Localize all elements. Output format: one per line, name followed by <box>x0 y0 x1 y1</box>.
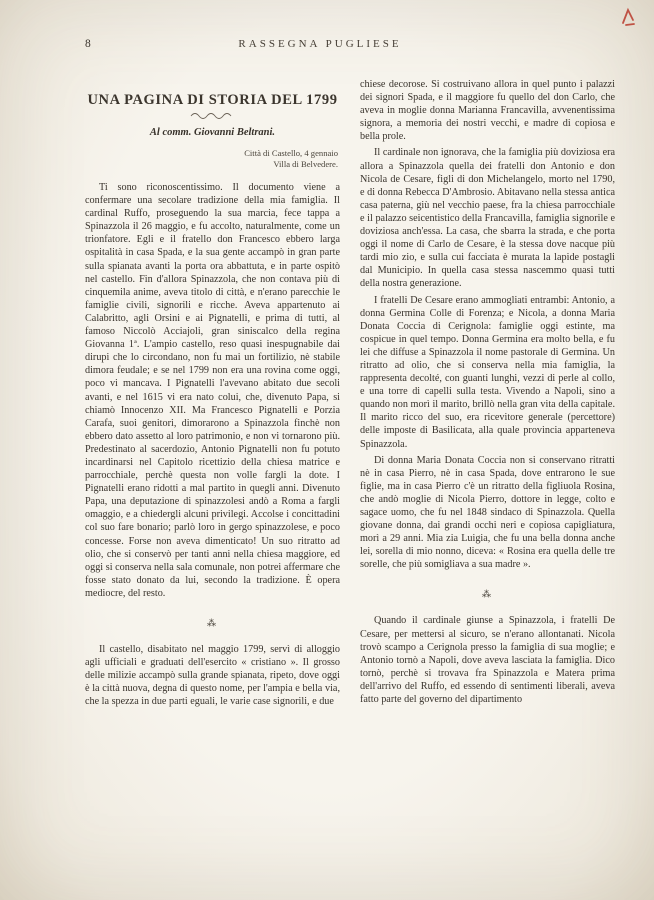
section-separator: ⁂ <box>207 618 218 628</box>
running-header <box>85 38 615 54</box>
red-ink-mark-icon <box>620 7 638 27</box>
title-flourish-icon <box>85 111 340 121</box>
article-body <box>85 78 615 711</box>
paragraph: Il cardinale non ignorava, che la famiglia più doviziosa era allora a Spinazzola quella dei fratelli don Antonio e don Nicola de Cesare, figli di don Michelangelo, morto nel 1790, e di donna Rebecca D'Ambrosio. Abitavano nella stessa antica casa paterna, giù nel vecchio paese, fra la chiesa parrocchiale e il palazzo seicentistico della Francavilla, famiglia signorile e doviziosa anch'essa. La casa, che sbarra la strada, e che porta oggi il nome di Carlo de Cesare, è la stessa dove nacque più tardi mio zio, e sulla cui facciata è murata la lapide postagli dal Municipio. In quella casa stessa nascemmo quasi tutti della nostra generazione. <box>360 147 615 290</box>
left-column <box>85 78 340 711</box>
journal-title: RASSEGNA PUGLIESE <box>238 38 402 50</box>
article-title: UNA PAGINA DI STORIA DEL 1799 <box>87 92 338 108</box>
right-column <box>360 78 615 711</box>
paragraph: Quando il cardinale giunse a Spinazzola, i fratelli De Cesare, per mettersi al sicuro, se n'erano allontanati. Nicola trovò scampo a Cerignola presso la famiglia di sua moglie; e Antonio tornò a Napoli, dove aveva lasciata la famiglia. Dico tornò, perchè si trovava fra Spinazzola e Matera prima dell'arrivo del Ruffo, ed essendo di sentimenti liberali, aveva fatto parte del governo del dipartimento <box>360 615 615 706</box>
paragraph: Il castello, disabitato nel maggio 1799, servì di alloggio agli ufficiali e graduati dell'esercito « cristiano ». Il grosso delle milizie accampò sulla grande spianata, ripeto, dove oggi è la città nuova, degna di questo nome, per l'ampia e bella via, che la spezza in due parti eguali, le varie case signorili, e due <box>85 644 340 708</box>
paragraph: Ti sono riconoscentissimo. Il documento viene a confermare una secolare tradizione della mia famiglia. Il cardinal Ruffo, proseguendo la sua marcia, fece tappa a Spinazzola il 26 maggio, e fu accolto, naturalmente, come un trionfatore. Egli e il fratello don Francesco ebbero larga ospitalità in casa Spada, e la sua gente accampò in gran parte sulla spianata avanti la porta ora abbattuta, e in parte ospitò nel castello. Fin d'allora Spinazzola, che non contava più di cinquemila anime, aveva titolo di città, e n'erano parecchie le famiglie civili, signorili e ricche. Aveva appartenuto ai Calabritto, agli Orsini e ai Pignatelli, e prima di tutti, al famoso Niccolò Acciajoli, gran siniscalco della regina Giovanna 1ª. L'ampio castello, reso quasi inespugnabile dai dirupi che lo circondano, non fu mai un fortilizio, nè stabile dimora feudale; e se nel 1799 non era una rovina come oggi, poco vi mancava. I Pignatelli l'avevano abitato due secoli avanti, e nel 1615 vi era nato colui, che, divenuto Papa, si chiamò Innocenzo XII. Ma Francesco Pignatelli e Porzia Carafa, suoi genitori, dimorarono a Spinazzola finchè non ebbero dato assetto al loro patrimonio, e non vi tornarono più. Predestinato al sacerdozio, Antonio Pignatelli non fu potuto incardinarsi nel Capitolo ricettizio della chiesa matrice e parrocchiale, perchè questa non volle fargli la dote. I Pignatelli erano ridotti a mal partito in quegli anni. Divenuto Papa, una deputazione di spinazzolesi andò a Roma a fargli omaggio, e a chiedergli alcuni privilegi. Accolse i concittadini col suo fare bonario; parlò loro in gergo spinazzolese, e poco concesse. Forse non aveva dimenticato! Un suo ritratto ad olio, che si conservò per tanti anni nella chiesa maggiore, ed oggi si conserva nella sala comunale, non potrei affermare che fosse stato donato da lui, secondo la tradizione. È opera mediocre, del resto. <box>85 182 340 599</box>
paragraph: I fratelli De Cesare erano ammogliati entrambi: Antonio, a donna Germina Colle di Forenza; e Nicola, a donna Maria Donata Coccia di Cerignola: famiglie oggi estinte, ma cospicue in quel tempo. Donna Germina era molto bella, e fu lei che diffuse a Spinazzola il nome pastorale di Germina. Un ritratto ad olio, che si conserva nella mia famiglia, la rappresenta decolté, con guanti lunghi, vezzi di perle al collo, e una torre di capelli sulla testa. Vivendo a Napoli, sino a quando non morì il marito, brillò nella gran vita della capitale. Il marito ricco del suo, era ricevitore generale (percettore) delle imposte di Basilicata, alla quale provincia apparteneva Spinazzola. <box>360 294 615 450</box>
dateline-villa: Villa di Belvedere. <box>273 158 338 169</box>
dedication-line: Al comm. Giovanni Beltrani. <box>149 127 276 138</box>
paragraph-continuation: chiese decorose. Si costruivano allora in quel punto i palazzi dei signori Spada, e il maggiore fu quello del don Carlo, che aveva in moglie donna Marianna Francavilla, avvenentissima signora, a memoria dei nostri vecchi, e madre di copiosa e bella prole. <box>360 79 615 143</box>
dateline <box>85 148 338 169</box>
page-number: 8 <box>85 38 91 50</box>
paragraph: Di donna Maria Donata Coccia non si conservano ritratti nè in casa Pierro, nè in casa Spada, dove entrarono le sue figlie, ma in casa Pierro c'è un ritratto della figliuola Rosina, che andò moglie di Nicola Pierro, dottore in legge, colto e sagace uomo, che fu nel 1848 sindaco di Spinazzola. Quella giovane donna, dai grandi occhi neri e copiosa capigliatura, morì a 29 anni. Mia zia Luigia, che fu una bella donna anche lei, sorella di mio nonno, diceva: « Rosina era quella delle tre sorelle, che più somigliava a sua madre ». <box>360 454 615 571</box>
dateline-place: Città di Castello, 4 gennaio <box>244 148 338 158</box>
section-separator: ⁂ <box>482 589 493 600</box>
